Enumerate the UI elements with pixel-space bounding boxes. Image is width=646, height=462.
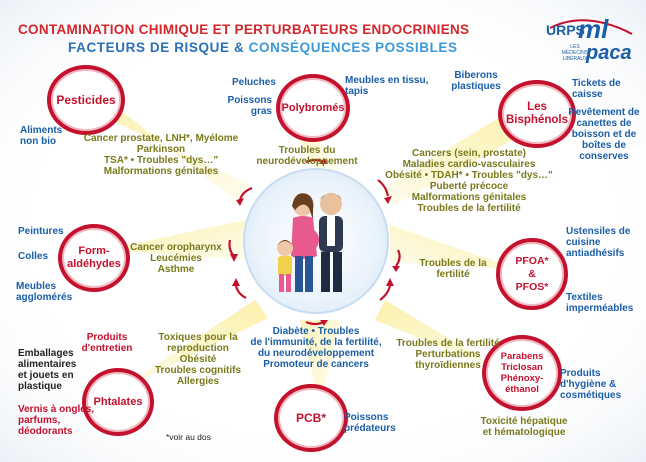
polybromes-source-peluches: Peluches (232, 77, 276, 88)
phtalates-effects (150, 332, 246, 387)
bisphenols-effect: Obésité • TDAH* • Troubles "dys…" (385, 170, 553, 181)
pcb-effect: Promoteur de cancers (263, 359, 369, 370)
pfoa-source-ustensiles: Ustensiles de cuisine antiadhésifs (566, 226, 631, 259)
pcb-effect: Diabète • Troubles (272, 326, 360, 337)
node-pfoa-pfos (496, 238, 568, 310)
phtalates-effect: Troubles cognitifs (154, 365, 242, 376)
bisphenols-source-canettes: Revêtement de canettes de boisson et de boîtes de conserves (568, 107, 640, 162)
formaldehydes-effects (126, 242, 226, 275)
node-pfoa-label: PFOA* & PFOS* (515, 254, 549, 293)
formaldehydes-effect: Leucémies (150, 253, 202, 264)
bisphenols-effect: Maladies cardio-vasculaires (402, 159, 536, 170)
pfoa-effects: Troubles de la fertilité (419, 258, 487, 280)
formaldehydes-effect: Asthme (157, 264, 195, 275)
node-pcb-label: PCB* (295, 410, 326, 425)
pesticides-effect: TSA* • Troubles "dys…" (103, 155, 219, 166)
pesticides-effects (76, 133, 246, 177)
polybromes-effects: Troubles du neurodéveloppement (256, 145, 358, 167)
phtalates-effect: Allergies (176, 376, 220, 387)
bisphenols-source-biberons: Biberons plastiques (451, 70, 501, 92)
phtalates-source: Emballages alimentaires et jouets en plastique (18, 348, 77, 392)
subtitle-amp: & (233, 40, 245, 55)
logo-les: LES MÉDECINS LIBÉRAUX (561, 44, 589, 62)
node-pcb (274, 384, 348, 452)
parabens-effects-bottom: Toxicité hépatique et hématologique (480, 416, 568, 438)
pesticides-effect: Malformations génitales (103, 166, 219, 177)
phtalates-effect: Obésité (179, 354, 217, 365)
phtalates-source: Produits d'entretien (81, 332, 133, 354)
logo-paca: paca (586, 42, 632, 64)
bisphenols-effect: Troubles de la fertilité (417, 203, 521, 214)
polybromes-source-meubles: Meubles en tissu, tapis (345, 75, 429, 97)
urps-logo (546, 14, 636, 74)
node-parabens-label: Parabens Triclosan Phénoxy-éthanol (500, 351, 544, 395)
formaldehydes-source: Colles (18, 251, 49, 262)
pfoa-source-textiles: Textiles imperméables (566, 292, 634, 314)
formaldehydes-effect: Cancer oropharynx (130, 242, 222, 253)
footnote: *voir au dos (166, 432, 211, 442)
node-bisphenols (498, 80, 576, 148)
parabens-effect: Troubles de la fertilité (396, 338, 500, 349)
node-polybromes-label: Polybromés (281, 101, 345, 114)
parabens-effect: Perturbations (415, 349, 481, 360)
page-title: CONTAMINATION CHIMIQUE ET PERTURBATEURS ENDOCRINIENS (18, 22, 470, 37)
pcb-effect: de l'immunité, de la fertilité, (250, 337, 382, 348)
phtalates-source: Vernis à ongles, parfums, déodorants (18, 404, 95, 437)
logo-urps: URPS (546, 22, 585, 38)
page-subtitle (68, 40, 538, 55)
polybromes-source-poissons: Poissons gras (227, 95, 272, 117)
logo-ml: ml (578, 14, 609, 44)
pesticides-effect: Cancer prostate, LNH*, Myélome (83, 133, 239, 144)
bisphenols-effect: Malformations génitales (411, 192, 527, 203)
pesticides-effect: Parkinson (136, 144, 186, 155)
pcb-source: Poissons prédateurs (344, 412, 396, 434)
pcb-effects (246, 326, 386, 370)
formaldehydes-source: Peintures (18, 226, 64, 237)
bisphenols-effects (376, 148, 562, 214)
subtitle-risk: FACTEURS DE RISQUE (68, 40, 230, 55)
node-polybromes (276, 74, 350, 142)
bisphenols-effect: Puberté précoce (429, 181, 509, 192)
parabens-source: Produits d'hygiène & cosmétiques (560, 368, 622, 401)
node-bisphenols-label: Les Bisphénols (506, 101, 568, 126)
node-formaldehydes-label: Form-aldéhydes (67, 245, 121, 270)
pesticides-source: Aliments non bio (20, 125, 63, 147)
node-pesticides-label: Pesticides (56, 92, 116, 107)
parabens-effect: thyroïdiennes (415, 360, 481, 371)
formaldehydes-source: Meubles agglomérés (16, 281, 73, 303)
phtalates-effect: Toxiques pour la reproduction (158, 332, 238, 354)
pcb-effect: du neurodéveloppement (257, 348, 375, 359)
subtitle-consequences: CONSÉQUENCES POSSIBLES (248, 40, 458, 55)
node-phtalates-label: Phtalates (93, 395, 143, 408)
parabens-effects-top (396, 338, 500, 371)
bisphenols-source-tickets: Tickets de caisse (572, 78, 621, 100)
bisphenols-effect: Cancers (sein, prostate) (412, 148, 526, 159)
